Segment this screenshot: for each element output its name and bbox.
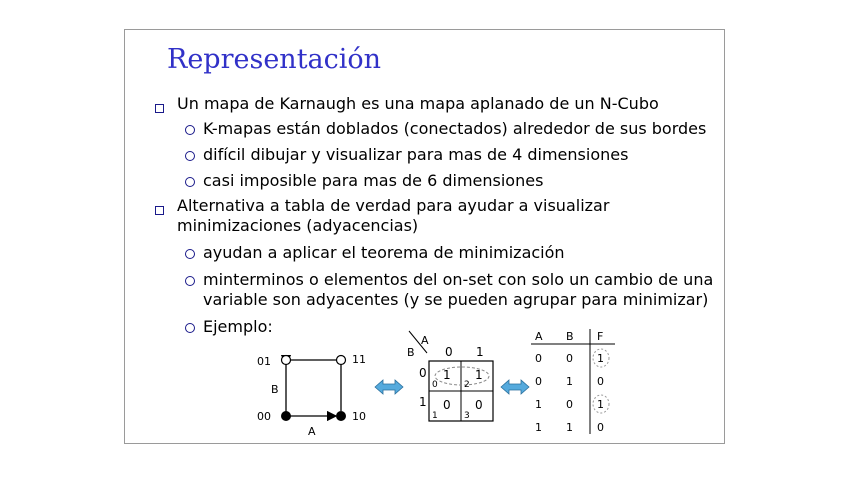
truth-table-cell: 1 <box>535 398 542 411</box>
kmap-cell: 1 <box>443 368 451 382</box>
double-arrow-icon <box>501 380 529 394</box>
truth-table-header: A <box>535 330 543 343</box>
truth-table-cell: 0 <box>597 375 604 388</box>
truth-table-cell: 1 <box>597 352 604 365</box>
kmap-row-1: 1 <box>419 395 427 409</box>
n-cube-diagram <box>125 30 724 443</box>
truth-table-header: F <box>597 330 604 343</box>
kmap-row-0: 0 <box>419 366 427 380</box>
truth-table-cell: 0 <box>566 398 573 411</box>
slide <box>124 29 725 444</box>
bullet-text-continued: minimizaciones (adyacencias) <box>177 216 419 235</box>
cube-axis-b: B <box>271 383 279 396</box>
truth-table-cell: 1 <box>535 421 542 434</box>
kmap-cell: 0 <box>475 398 483 412</box>
cube-vertex <box>282 356 291 365</box>
cube-label-10: 10 <box>352 410 366 423</box>
kmap-var-a: A <box>421 334 429 347</box>
kmap-cell-index: 1 <box>432 411 438 421</box>
kmap-col-1: 1 <box>476 345 484 359</box>
kmap-cell-index: 3 <box>464 411 470 421</box>
double-arrow-icon <box>375 380 403 394</box>
truth-table-header: B <box>566 330 574 343</box>
kmap-col-0: 0 <box>445 345 453 359</box>
cube-label-00: 00 <box>257 410 271 423</box>
sub-bullet-text: casi imposible para mas de 6 dimensiones <box>203 171 544 190</box>
sub-bullet-text: difícil dibujar y visualizar para mas de 4 dimensiones <box>203 145 629 164</box>
truth-table-cell: 0 <box>535 352 542 365</box>
slide-title: Representación <box>167 44 382 75</box>
truth-table-cell: 1 <box>566 375 573 388</box>
kmap-cell-index: 2 <box>464 380 470 390</box>
truth-table-cell: 1 <box>566 421 573 434</box>
sub-bullet-text: Ejemplo: <box>203 317 273 336</box>
bullet-text: Un mapa de Karnaugh es una mapa aplanado de un N-Cubo <box>177 94 659 113</box>
cube-label-01: 01 <box>257 355 271 368</box>
cube-vertex <box>337 356 346 365</box>
cube-vertex <box>336 411 346 421</box>
kmap-var-b: B <box>407 346 415 359</box>
truth-table-cell: 1 <box>597 398 604 411</box>
cube-label-11: 11 <box>352 353 366 366</box>
kmap-cell: 1 <box>475 368 483 382</box>
sub-bullet-text: ayudan a aplicar el teorema de minimización <box>203 243 565 262</box>
truth-table-cell: 0 <box>535 375 542 388</box>
cube-axis-a: A <box>308 425 316 438</box>
sub-bullet-text: K-mapas están doblados (conectados) alrededor de sus bordes <box>203 119 707 138</box>
bullet-text: Alternativa a tabla de verdad para ayudar a visualizar <box>177 196 610 215</box>
kmap-cell-index: 0 <box>432 380 438 390</box>
sub-bullet-text-continued: variable son adyacentes (y se pueden agrupar para minimizar) <box>203 290 709 309</box>
truth-table-cell: 0 <box>597 421 604 434</box>
sub-bullet-text: minterminos o elementos del on-set con solo un cambio de una <box>203 270 714 289</box>
cube-vertex <box>281 411 291 421</box>
kmap-cell: 0 <box>443 398 451 412</box>
truth-table-cell: 0 <box>566 352 573 365</box>
